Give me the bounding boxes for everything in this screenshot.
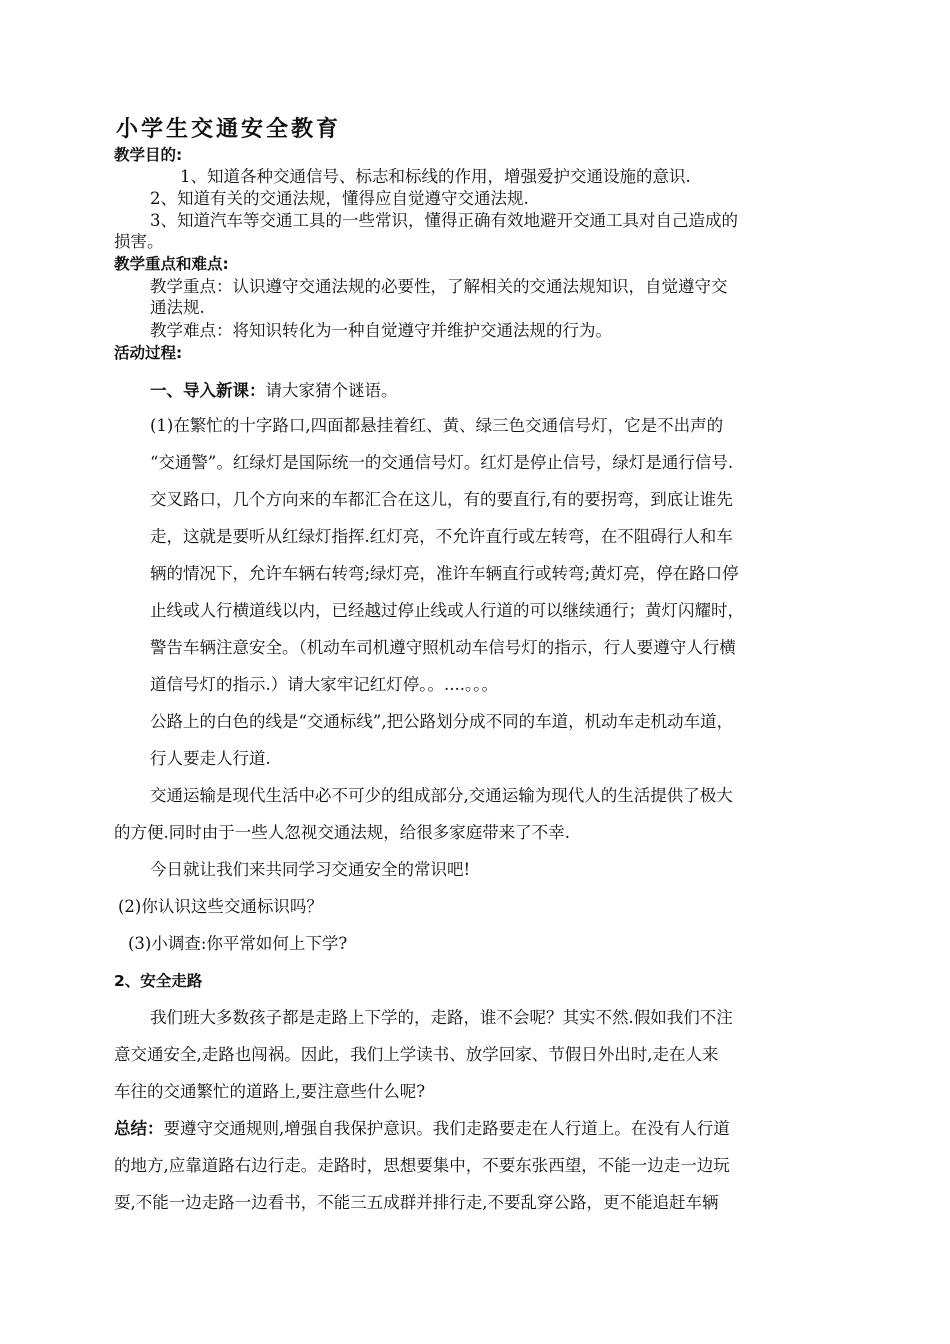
paragraph-line: 警告车辆注意安全。（机动车司机遵守照机动车信号灯的指示，行人要遵守人行横 — [150, 638, 736, 657]
question-2: (2)你认识这些交通标识吗？ — [118, 897, 323, 916]
paragraph-line: 今日就让我们来共同学习交通安全的常识吧! — [150, 860, 471, 879]
goal-item-3-cont: 损害。 — [114, 232, 164, 251]
paragraph-line: “交通警”。红绿灯是国际统一的交通信号灯。红灯是停止信号，绿灯是通行信号. — [150, 453, 734, 472]
intro-line — [150, 381, 398, 401]
intro-text: 请大家猜个谜语。 — [265, 381, 398, 400]
paragraph-line: 的方便.同时由于一些人忽视交通法规，给很多家庭带来了不幸. — [114, 823, 570, 842]
paragraph-line: 道信号灯的指示.）请大家牢记红灯停。。....。。。 — [150, 675, 498, 694]
summary-line: 耍,不能一边走路一边看书，不能三五成群并排行走,不要乱穿公路，更不能追赶车辆 — [114, 1193, 719, 1212]
paragraph-line: 走，这就是要听从红绿灯指挥.红灯亮，不允许直行或左转弯，在不阻碍行人和车 — [150, 527, 733, 546]
summary-line: 的地方,应靠道路右边行走。走路时，思想要集中，不要东张西望，不能一边走一边玩 — [114, 1156, 730, 1175]
difficult-point: 教学难点：将知识转化为一种自觉遵守并维护交通法规的行为。 — [150, 321, 612, 340]
paragraph-line: (1)在繁忙的十字路口,四面都悬挂着红、黄、绿三色交通信号灯，它是不出声的 — [150, 416, 724, 435]
paragraph-line: 行人要走人行道. — [150, 749, 271, 768]
process-heading: 活动过程: — [114, 344, 183, 362]
section-2-heading: 2、安全走路 — [114, 972, 203, 990]
paragraph-line: 交叉路口，几个方向来的车都汇合在这儿，有的要直行,有的要拐弯，到底让谁先 — [150, 490, 733, 509]
goal-item-2: 2、知道有关的交通法规，懂得应自觉遵守交通法规. — [150, 189, 529, 208]
goal-item-3: 3、知道汽车等交通工具的一些常识，懂得正确有效地避开交通工具对自己造成的 — [150, 211, 738, 230]
paragraph-line: 意交通安全,走路也闯祸。因此，我们上学读书、放学回家、节假日外出时,走在人来 — [114, 1045, 719, 1064]
paragraph-line: 我们班大多数孩子都是走路上下学的，走路，谁不会呢？其实不然.假如我们不注 — [150, 1008, 733, 1027]
paragraph-line: 车往的交通繁忙的道路上,要注意些什么呢? — [114, 1082, 426, 1101]
document-title: 小学生交通安全教育 — [116, 116, 342, 142]
paragraph-line: 交通运输是现代生活中必不可少的组成部分,交通运输为现代人的生活提供了极大 — [150, 786, 733, 805]
key-heading: 教学重点和难点: — [114, 255, 229, 273]
goal-item-1: 1、知道各种交通信号、标志和标线的作用，增强爱护交通设施的意识. — [180, 167, 691, 186]
paragraph-line: 公路上的白色的线是“交通标线”,把公路划分成不同的车道，机动车走机动车道， — [150, 712, 734, 731]
paragraph-line: 止线或人行横道线以内，已经越过停止线或人行道的可以继续通行；黄灯闪耀时， — [150, 601, 744, 620]
summary-line — [114, 1119, 730, 1139]
paragraph-line: 辆的情况下，允许车辆右转弯;绿灯亮，准许车辆直行或转弯;黄灯亮，停在路口停 — [150, 564, 739, 583]
summary-text: 要遵守交通规则,增强自我保护意识。我们走路要走在人行道上。在没有人行道 — [163, 1119, 730, 1138]
summary-label: 总结： — [114, 1119, 164, 1138]
goal-heading: 教学目的: — [114, 146, 183, 164]
intro-label: 一、导入新课： — [150, 381, 266, 400]
question-3: (3)小调查:你平常如何上下学? — [128, 934, 348, 953]
key-point-cont: 通法规. — [150, 298, 205, 317]
key-point: 教学重点：认识遵守交通法规的必要性，了解相关的交通法规知识，自觉遵守交 — [150, 277, 728, 296]
